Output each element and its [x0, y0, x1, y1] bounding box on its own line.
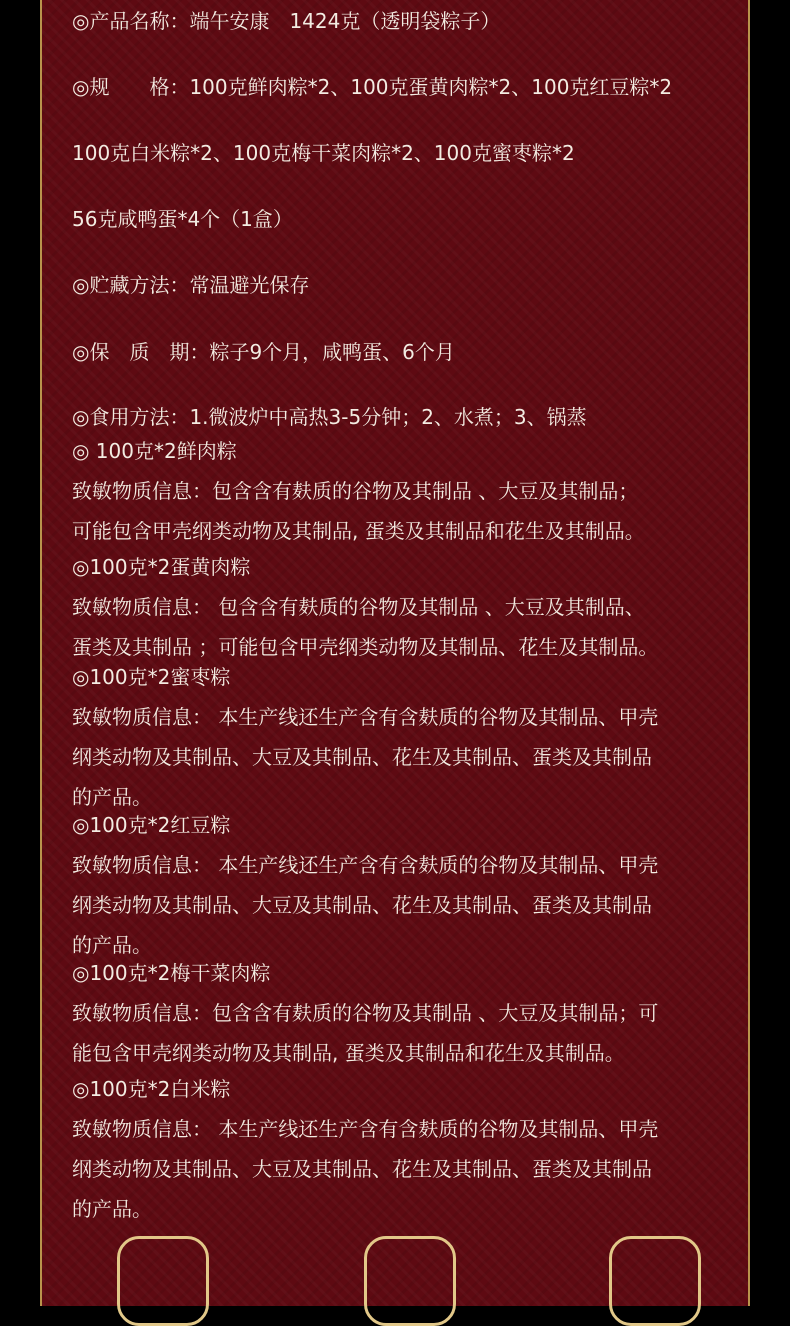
allergen-text: 纲类动物及其制品、大豆及其制品、花生及其制品、蛋类及其制品: [72, 893, 652, 917]
product-heading-egg-yolk-meat: ◎100克*2蛋黄肉粽: [72, 555, 251, 579]
allergen-text: 纲类动物及其制品、大豆及其制品、花生及其制品、蛋类及其制品: [72, 1157, 652, 1181]
product-heading-preserved-veg: ◎100克*2梅干菜肉粽: [72, 961, 271, 985]
product-heading-fresh-meat: ◎ 100克*2鲜肉粽: [72, 439, 237, 463]
spec-line-1: ◎规 格：100克鲜肉粽*2、100克蛋黄肉粽*2、100克红豆粽*2: [72, 75, 673, 99]
decorative-frame-center: [364, 1236, 456, 1326]
storage-line: ◎贮藏方法：常温避光保存: [72, 273, 310, 297]
allergen-text: 的产品。: [72, 1197, 152, 1221]
allergen-text: 蛋类及其制品 ；可能包含甲壳纲类动物及其制品、花生及其制品。: [72, 635, 659, 659]
allergen-text: 致敏物质信息： 本生产线还生产含有含麸质的谷物及其制品、甲壳: [72, 853, 659, 877]
usage-line: ◎食用方法：1.微波炉中高热3-5分钟；2、水煮；3、锅蒸: [72, 405, 587, 429]
allergen-text: 的产品。: [72, 933, 152, 957]
allergen-text: 致敏物质信息： 本生产线还生产含有含麸质的谷物及其制品、甲壳: [72, 705, 659, 729]
product-heading-red-bean: ◎100克*2红豆粽: [72, 813, 231, 837]
allergen-text: 可能包含甲壳纲类动物及其制品, 蛋类及其制品和花生及其制品。: [72, 519, 645, 543]
allergen-text: 致敏物质信息：包含含有麸质的谷物及其制品 、大豆及其制品；可: [72, 1001, 659, 1025]
spec-line-3: 56克咸鸭蛋*4个（1盒）: [72, 207, 293, 231]
allergen-text: 致敏物质信息： 包含含有麸质的谷物及其制品 、大豆及其制品、: [72, 595, 645, 619]
decorative-frame-right: [609, 1236, 701, 1326]
shelf-life-line: ◎保 质 期：粽子9个月，咸鸭蛋、6个月: [72, 340, 455, 364]
product-name-line: ◎产品名称：端午安康 1424克（透明袋粽子）: [72, 9, 501, 33]
spec-line-2: 100克白米粽*2、100克梅干菜肉粽*2、100克蜜枣粽*2: [72, 141, 575, 165]
allergen-text: 的产品。: [72, 785, 152, 809]
product-heading-white-rice: ◎100克*2白米粽: [72, 1077, 231, 1101]
allergen-text: 致敏物质信息： 本生产线还生产含有含麸质的谷物及其制品、甲壳: [72, 1117, 659, 1141]
decorative-frame-left: [117, 1236, 209, 1326]
allergen-text: 纲类动物及其制品、大豆及其制品、花生及其制品、蛋类及其制品: [72, 745, 652, 769]
allergen-text: 致敏物质信息：包含含有麸质的谷物及其制品 、大豆及其制品；: [72, 479, 639, 503]
product-heading-jujube: ◎100克*2蜜枣粽: [72, 665, 231, 689]
allergen-text: 能包含甲壳纲类动物及其制品, 蛋类及其制品和花生及其制品。: [72, 1041, 625, 1065]
